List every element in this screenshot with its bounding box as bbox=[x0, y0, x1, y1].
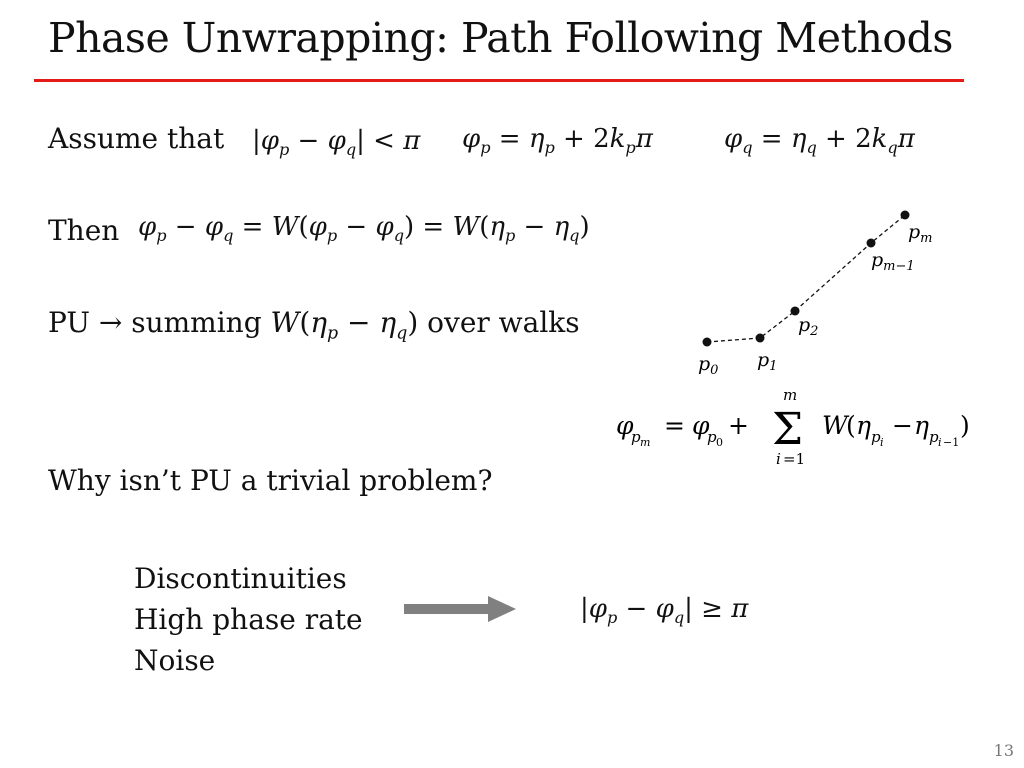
label-pm: $p_m$ bbox=[908, 221, 933, 246]
svg-text:0: 0 bbox=[716, 436, 723, 449]
svg-text:φ: φ bbox=[692, 411, 710, 440]
svg-text:−: − bbox=[892, 411, 913, 440]
svg-text:η: η bbox=[914, 411, 929, 440]
phi-q-definition: $\varphi_q = \eta_q + 2k_q\pi$ bbox=[724, 124, 915, 158]
label-pm-minus-1: $p_{m-1}$ bbox=[871, 249, 915, 274]
svg-text:p: p bbox=[631, 428, 641, 446]
label-p2: $p_2$ bbox=[798, 314, 819, 339]
label-p1: $p_1$ bbox=[757, 349, 778, 374]
causes-list bbox=[134, 558, 363, 681]
svg-text:+: + bbox=[728, 411, 749, 440]
svg-text:p: p bbox=[929, 428, 939, 446]
assume-condition: $|\varphi_p - \varphi_q| < \pi$ bbox=[252, 126, 421, 160]
assume-label: Assume that bbox=[48, 122, 225, 155]
result-inequality: $|\varphi_p - \varphi_q| \ge \pi$ bbox=[580, 594, 749, 628]
svg-text:W: W bbox=[822, 411, 848, 440]
svg-text:i: i bbox=[776, 450, 781, 468]
svg-text:m: m bbox=[640, 436, 651, 449]
cause-item: Discontinuities bbox=[134, 562, 347, 595]
svg-text:): ) bbox=[960, 411, 970, 440]
svg-text:φ: φ bbox=[616, 411, 634, 440]
point-pm bbox=[901, 211, 910, 220]
then-equation: $\varphi_p - \varphi_q = W(\varphi_p - \varphi_q) = W(\eta_p - \eta_q)$ bbox=[138, 212, 590, 246]
question-text: Why isn’t PU a trivial problem? bbox=[48, 464, 493, 497]
svg-text:=: = bbox=[664, 411, 685, 440]
svg-text:(: ( bbox=[846, 411, 856, 440]
svg-text:Σ: Σ bbox=[772, 404, 804, 455]
cause-item: Noise bbox=[134, 644, 216, 677]
label-p0: $p_0$ bbox=[698, 353, 719, 378]
pu-summing-line: PU → summing $W(\eta_p - \eta_q)$ over walks bbox=[48, 306, 580, 344]
cause-item: High phase rate bbox=[134, 603, 363, 636]
svg-text:p: p bbox=[871, 428, 881, 446]
svg-text:i: i bbox=[938, 436, 942, 449]
sum-formula bbox=[616, 382, 1016, 472]
svg-text:m: m bbox=[783, 386, 798, 404]
point-p1 bbox=[756, 334, 765, 343]
svg-text:η: η bbox=[856, 411, 871, 440]
page-number: 13 bbox=[993, 741, 1014, 760]
slide-title: Phase Unwrapping: Path Following Methods bbox=[48, 14, 953, 62]
then-label: Then bbox=[48, 214, 120, 247]
svg-text:−1: −1 bbox=[943, 436, 960, 449]
svg-text:i: i bbox=[880, 436, 884, 449]
svg-text:p: p bbox=[707, 428, 717, 446]
point-p0 bbox=[703, 338, 712, 347]
phi-p-definition: $\varphi_p = \eta_p + 2k_p\pi$ bbox=[462, 124, 653, 158]
right-arrow-icon bbox=[404, 596, 516, 622]
svg-text:=1: =1 bbox=[783, 450, 806, 468]
point-pm-minus-1 bbox=[867, 239, 876, 248]
